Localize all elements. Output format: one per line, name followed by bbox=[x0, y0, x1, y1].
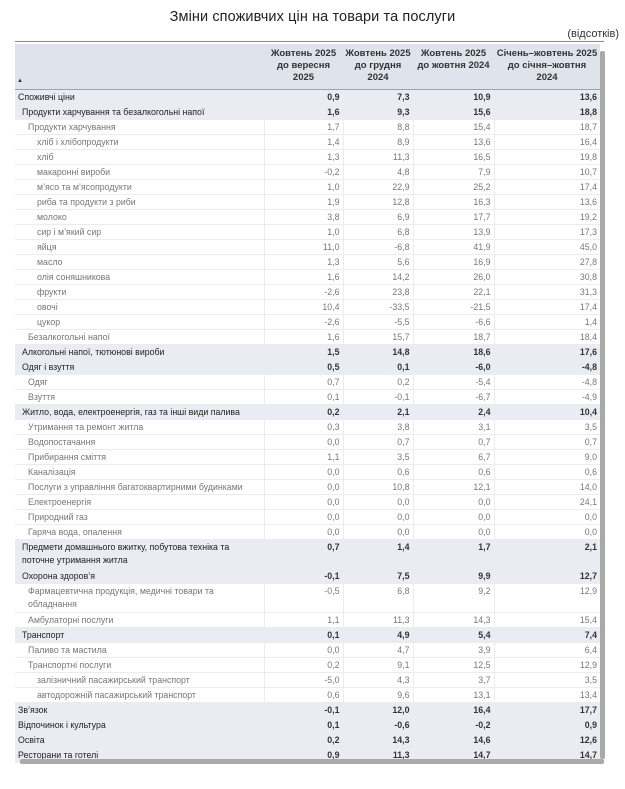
row-value-col3: 17,7 bbox=[413, 209, 494, 224]
row-value-col3: 0,0 bbox=[413, 524, 494, 539]
table-row bbox=[15, 389, 600, 404]
table-row bbox=[15, 359, 600, 374]
row-value-col1: 0,1 bbox=[264, 717, 343, 732]
row-value-col1: 1,6 bbox=[264, 104, 343, 119]
row-label: м’ясо та м’ясопродукти bbox=[15, 179, 264, 194]
row-value-col2: 3,5 bbox=[343, 449, 413, 464]
table-row bbox=[15, 104, 600, 119]
row-value-col1: 0,1 bbox=[264, 389, 343, 404]
row-value-col4: 12,9 bbox=[494, 657, 600, 672]
table-row bbox=[15, 568, 600, 583]
row-value-col2: 8,9 bbox=[343, 134, 413, 149]
row-value-col1: 10,4 bbox=[264, 299, 343, 314]
row-value-col1: -0,5 bbox=[264, 583, 343, 612]
table-row bbox=[15, 374, 600, 389]
row-value-col4: 0,9 bbox=[494, 717, 600, 732]
row-value-col2: 9,3 bbox=[343, 104, 413, 119]
row-label: Безалкогольні напої bbox=[15, 329, 264, 344]
row-value-col1: 0,7 bbox=[264, 374, 343, 389]
table-row bbox=[15, 404, 600, 419]
row-value-col1: 0,0 bbox=[264, 642, 343, 657]
table-row bbox=[15, 539, 600, 568]
row-value-col3: 3,7 bbox=[413, 672, 494, 687]
row-label: Відпочинок і культура bbox=[15, 717, 264, 732]
row-value-col2: 7,3 bbox=[343, 89, 413, 104]
row-label: цукор bbox=[15, 314, 264, 329]
row-value-col2: 0,0 bbox=[343, 524, 413, 539]
row-value-col1: 0,0 bbox=[264, 479, 343, 494]
row-label: Освіта bbox=[15, 732, 264, 747]
row-value-col4: 30,8 bbox=[494, 269, 600, 284]
row-label: Транспортні послуги bbox=[15, 657, 264, 672]
row-value-col4: 0,0 bbox=[494, 524, 600, 539]
row-value-col4: 15,4 bbox=[494, 612, 600, 627]
row-value-col4: 45,0 bbox=[494, 239, 600, 254]
table-row bbox=[15, 434, 600, 449]
row-value-col1: -5,0 bbox=[264, 672, 343, 687]
table-row bbox=[15, 732, 600, 747]
row-value-col3: -0,2 bbox=[413, 717, 494, 732]
row-value-col1: -0,1 bbox=[264, 568, 343, 583]
row-value-col2: 10,8 bbox=[343, 479, 413, 494]
table-row bbox=[15, 299, 600, 314]
row-label: Охорона здоров’я bbox=[15, 568, 264, 583]
row-value-col3: 22,1 bbox=[413, 284, 494, 299]
row-value-col2: 14,2 bbox=[343, 269, 413, 284]
table-row bbox=[15, 209, 600, 224]
table-row bbox=[15, 627, 600, 642]
table-row bbox=[15, 702, 600, 717]
row-label: Амбулаторні послуги bbox=[15, 612, 264, 627]
row-label: Паливо та мастила bbox=[15, 642, 264, 657]
row-value-col2: 6,8 bbox=[343, 583, 413, 612]
row-value-col3: 26,0 bbox=[413, 269, 494, 284]
row-label: сир і м’який сир bbox=[15, 224, 264, 239]
column-header-oct-vs-sep[interactable]: Жовтень 2025 до вересня 2025 bbox=[264, 44, 343, 89]
table-row bbox=[15, 254, 600, 269]
row-value-col4: 18,8 bbox=[494, 104, 600, 119]
row-label: олія соняшникова bbox=[15, 269, 264, 284]
row-value-col4: 13,6 bbox=[494, 89, 600, 104]
row-value-col3: -5,4 bbox=[413, 374, 494, 389]
table-row bbox=[15, 314, 600, 329]
row-label: Взуття bbox=[15, 389, 264, 404]
row-value-col2: 22,9 bbox=[343, 179, 413, 194]
sort-ascending-icon[interactable]: ▲ bbox=[17, 77, 23, 84]
row-value-col2: 1,4 bbox=[343, 539, 413, 568]
row-value-col4: 10,7 bbox=[494, 164, 600, 179]
row-value-col2: 15,7 bbox=[343, 329, 413, 344]
row-value-col3: 9,9 bbox=[413, 568, 494, 583]
table-row bbox=[15, 269, 600, 284]
row-value-col1: 0,0 bbox=[264, 524, 343, 539]
row-value-col4: 13,6 bbox=[494, 194, 600, 209]
row-value-col4: 31,3 bbox=[494, 284, 600, 299]
table-row bbox=[15, 687, 600, 702]
table-row bbox=[15, 672, 600, 687]
row-value-col1: 0,0 bbox=[264, 434, 343, 449]
row-value-col2: 12,8 bbox=[343, 194, 413, 209]
row-label: Послуги з управління багатоквартирними будинками bbox=[15, 479, 264, 494]
row-label: Ресторани та готелі bbox=[15, 747, 264, 762]
row-value-col3: 3,9 bbox=[413, 642, 494, 657]
row-value-col3: 25,2 bbox=[413, 179, 494, 194]
row-value-col1: 0,0 bbox=[264, 494, 343, 509]
row-value-col3: 13,9 bbox=[413, 224, 494, 239]
page-title: Зміни споживчих цін на товари та послуги bbox=[169, 9, 456, 25]
row-value-col2: 0,2 bbox=[343, 374, 413, 389]
row-value-col1: 1,7 bbox=[264, 119, 343, 134]
row-label: Продукти харчування та безалкогольні напої bbox=[15, 104, 264, 119]
row-label: Електроенергія bbox=[15, 494, 264, 509]
row-value-col2: 0,0 bbox=[343, 509, 413, 524]
row-value-col4: 19,8 bbox=[494, 149, 600, 164]
row-value-col4: 24,1 bbox=[494, 494, 600, 509]
row-value-col1: 1,0 bbox=[264, 179, 343, 194]
row-value-col4: 17,6 bbox=[494, 344, 600, 359]
row-value-col4: 17,4 bbox=[494, 179, 600, 194]
row-value-col2: -33,5 bbox=[343, 299, 413, 314]
row-value-col3: 16,3 bbox=[413, 194, 494, 209]
row-label: хліб і хлібопродукти bbox=[15, 134, 264, 149]
row-value-col1: 1,3 bbox=[264, 254, 343, 269]
row-value-col1: -2,6 bbox=[264, 314, 343, 329]
row-value-col2: 0,6 bbox=[343, 464, 413, 479]
row-value-col2: 4,8 bbox=[343, 164, 413, 179]
row-value-col4: 0,7 bbox=[494, 434, 600, 449]
row-value-col1: 0,5 bbox=[264, 359, 343, 374]
row-value-col1: 0,9 bbox=[264, 747, 343, 762]
row-value-col3: 0,0 bbox=[413, 494, 494, 509]
row-value-col4: 17,3 bbox=[494, 224, 600, 239]
row-value-col3: 10,9 bbox=[413, 89, 494, 104]
row-value-col3: 1,7 bbox=[413, 539, 494, 568]
table-row bbox=[15, 149, 600, 164]
row-label: яйця bbox=[15, 239, 264, 254]
row-value-col3: -6,0 bbox=[413, 359, 494, 374]
cpi-table-container bbox=[15, 41, 604, 763]
row-label: Фармацевтична продукція, медичні товари та обладнання bbox=[15, 583, 264, 612]
row-value-col3: 0,0 bbox=[413, 509, 494, 524]
row-value-col4: 14,7 bbox=[494, 747, 600, 762]
row-value-col2: 12,0 bbox=[343, 702, 413, 717]
row-value-col3: 7,9 bbox=[413, 164, 494, 179]
row-value-col3: 15,4 bbox=[413, 119, 494, 134]
row-value-col2: -0,6 bbox=[343, 717, 413, 732]
table-row bbox=[15, 464, 600, 479]
table-row bbox=[15, 194, 600, 209]
row-value-col2: 11,3 bbox=[343, 149, 413, 164]
row-value-col4: 12,6 bbox=[494, 732, 600, 747]
row-value-col4: 14,0 bbox=[494, 479, 600, 494]
row-label: Гаряча вода, опалення bbox=[15, 524, 264, 539]
row-value-col1: 0,3 bbox=[264, 419, 343, 434]
row-value-col2: 11,3 bbox=[343, 747, 413, 762]
row-value-col2: 2,1 bbox=[343, 404, 413, 419]
row-value-col3: 16,9 bbox=[413, 254, 494, 269]
row-value-col3: 2,4 bbox=[413, 404, 494, 419]
row-label: Житло, вода, електроенергія, газ та інші види палива bbox=[15, 404, 264, 419]
row-value-col4: -4,8 bbox=[494, 374, 600, 389]
row-value-col4: 17,4 bbox=[494, 299, 600, 314]
row-value-col3: 13,1 bbox=[413, 687, 494, 702]
table-row bbox=[15, 642, 600, 657]
row-value-col4: 9,0 bbox=[494, 449, 600, 464]
row-value-col3: 9,2 bbox=[413, 583, 494, 612]
row-value-col4: 0,0 bbox=[494, 509, 600, 524]
row-value-col2: 0,1 bbox=[343, 359, 413, 374]
row-value-col2: 4,7 bbox=[343, 642, 413, 657]
row-label: Водопостачання bbox=[15, 434, 264, 449]
row-value-col1: 1,1 bbox=[264, 612, 343, 627]
row-value-col1: 0,7 bbox=[264, 539, 343, 568]
row-value-col2: 4,9 bbox=[343, 627, 413, 642]
row-label: масло bbox=[15, 254, 264, 269]
row-value-col2: 4,3 bbox=[343, 672, 413, 687]
row-value-col1: 0,9 bbox=[264, 89, 343, 104]
row-value-col3: 18,6 bbox=[413, 344, 494, 359]
row-label: Прибирання сміття bbox=[15, 449, 264, 464]
table-row bbox=[15, 329, 600, 344]
row-value-col3: 12,1 bbox=[413, 479, 494, 494]
column-header-jan-oct-ytd[interactable]: Січень–жовтень 2025 до січня–жовтня 2024 bbox=[494, 44, 600, 89]
row-value-col1: 1,3 bbox=[264, 149, 343, 164]
row-label: Каналізація bbox=[15, 464, 264, 479]
row-label: фрукти bbox=[15, 284, 264, 299]
row-value-col4: -4,8 bbox=[494, 359, 600, 374]
table-row bbox=[15, 524, 600, 539]
row-value-col1: 0,2 bbox=[264, 404, 343, 419]
table-header-row bbox=[15, 44, 600, 89]
row-value-col1: 0,2 bbox=[264, 657, 343, 672]
table-row bbox=[15, 612, 600, 627]
row-value-col1: 1,5 bbox=[264, 344, 343, 359]
row-value-col2: 11,3 bbox=[343, 612, 413, 627]
row-value-col3: 5,4 bbox=[413, 627, 494, 642]
row-label: Одяг bbox=[15, 374, 264, 389]
row-value-col2: -0,1 bbox=[343, 389, 413, 404]
table-row bbox=[15, 179, 600, 194]
row-label: Продукти харчування bbox=[15, 119, 264, 134]
row-label: овочі bbox=[15, 299, 264, 314]
row-value-col2: 14,8 bbox=[343, 344, 413, 359]
row-value-col3: 0,7 bbox=[413, 434, 494, 449]
row-value-col2: 5,6 bbox=[343, 254, 413, 269]
table-row bbox=[15, 284, 600, 299]
row-value-col4: 18,7 bbox=[494, 119, 600, 134]
row-value-col3: 41,9 bbox=[413, 239, 494, 254]
row-value-col4: 17,7 bbox=[494, 702, 600, 717]
column-header-oct-vs-oct[interactable]: Жовтень 2025 до жовтня 2024 bbox=[413, 44, 494, 89]
row-label: Споживчі ціни bbox=[15, 89, 264, 104]
row-value-col3: -6,7 bbox=[413, 389, 494, 404]
row-value-col3: 16,5 bbox=[413, 149, 494, 164]
row-value-col3: -6,6 bbox=[413, 314, 494, 329]
column-header-category[interactable] bbox=[15, 44, 264, 89]
row-value-col4: 7,4 bbox=[494, 627, 600, 642]
row-value-col3: 12,5 bbox=[413, 657, 494, 672]
horizontal-scrollbar[interactable] bbox=[20, 759, 604, 764]
row-label: молоко bbox=[15, 209, 264, 224]
row-value-col1: -0,2 bbox=[264, 164, 343, 179]
row-label: Транспорт bbox=[15, 627, 264, 642]
table-row bbox=[15, 344, 600, 359]
row-value-col1: 1,9 bbox=[264, 194, 343, 209]
row-label: Утримання та ремонт житла bbox=[15, 419, 264, 434]
row-label: Предмети домашнього вжитку, побутова техніка та поточне утримання житла bbox=[15, 539, 264, 568]
row-value-col2: 8,8 bbox=[343, 119, 413, 134]
row-value-col3: 14,3 bbox=[413, 612, 494, 627]
row-value-col3: 15,6 bbox=[413, 104, 494, 119]
row-value-col3: 3,1 bbox=[413, 419, 494, 434]
row-value-col4: 1,4 bbox=[494, 314, 600, 329]
vertical-scrollbar[interactable] bbox=[600, 51, 605, 759]
row-value-col4: 0,6 bbox=[494, 464, 600, 479]
row-value-col2: 9,6 bbox=[343, 687, 413, 702]
row-value-col4: 6,4 bbox=[494, 642, 600, 657]
row-value-col3: 6,7 bbox=[413, 449, 494, 464]
table-row bbox=[15, 494, 600, 509]
row-label: автодорожній пасажирський транспорт bbox=[15, 687, 264, 702]
row-label: макаронні вироби bbox=[15, 164, 264, 179]
row-value-col3: 14,6 bbox=[413, 732, 494, 747]
table-row bbox=[15, 134, 600, 149]
row-label: Алкогольні напої, тютюнові вироби bbox=[15, 344, 264, 359]
row-label: Зв’язок bbox=[15, 702, 264, 717]
row-value-col1: 1,4 bbox=[264, 134, 343, 149]
row-value-col4: 10,4 bbox=[494, 404, 600, 419]
row-value-col1: 1,6 bbox=[264, 329, 343, 344]
row-value-col2: 7,5 bbox=[343, 568, 413, 583]
row-value-col2: 0,0 bbox=[343, 494, 413, 509]
row-value-col3: 13,6 bbox=[413, 134, 494, 149]
row-value-col1: -0,1 bbox=[264, 702, 343, 717]
row-value-col2: 0,7 bbox=[343, 434, 413, 449]
row-value-col1: 1,0 bbox=[264, 224, 343, 239]
row-value-col2: 6,9 bbox=[343, 209, 413, 224]
table-row bbox=[15, 239, 600, 254]
table-row bbox=[15, 419, 600, 434]
row-value-col1: 0,2 bbox=[264, 732, 343, 747]
row-label: залізничний пасажирський транспорт bbox=[15, 672, 264, 687]
table-row bbox=[15, 657, 600, 672]
column-header-oct-vs-dec[interactable]: Жовтень 2025 до грудня 2024 bbox=[343, 44, 413, 89]
row-value-col1: 11,0 bbox=[264, 239, 343, 254]
row-value-col3: 14,7 bbox=[413, 747, 494, 762]
table-row bbox=[15, 583, 600, 612]
row-value-col3: 18,7 bbox=[413, 329, 494, 344]
row-value-col4: 18,4 bbox=[494, 329, 600, 344]
row-value-col3: -21,5 bbox=[413, 299, 494, 314]
row-label: риба та продукти з риби bbox=[15, 194, 264, 209]
row-value-col1: 1,1 bbox=[264, 449, 343, 464]
table-row bbox=[15, 89, 600, 104]
row-value-col2: 23,8 bbox=[343, 284, 413, 299]
table-row bbox=[15, 479, 600, 494]
row-value-col2: 14,3 bbox=[343, 732, 413, 747]
row-label: хліб bbox=[15, 149, 264, 164]
row-value-col4: 12,7 bbox=[494, 568, 600, 583]
row-value-col2: 6,8 bbox=[343, 224, 413, 239]
row-value-col2: -5,5 bbox=[343, 314, 413, 329]
row-value-col1: 0,6 bbox=[264, 687, 343, 702]
row-value-col4: 27,8 bbox=[494, 254, 600, 269]
row-value-col4: 12,9 bbox=[494, 583, 600, 612]
table-row bbox=[15, 164, 600, 179]
row-value-col2: -6,8 bbox=[343, 239, 413, 254]
row-value-col3: 16,4 bbox=[413, 702, 494, 717]
row-label: Одяг і взуття bbox=[15, 359, 264, 374]
row-value-col1: 3,8 bbox=[264, 209, 343, 224]
row-value-col4: 13,4 bbox=[494, 687, 600, 702]
row-value-col1: 0,0 bbox=[264, 509, 343, 524]
cpi-table bbox=[15, 44, 600, 763]
table-row bbox=[15, 717, 600, 732]
row-value-col4: 19,2 bbox=[494, 209, 600, 224]
row-value-col1: 0,0 bbox=[264, 464, 343, 479]
units-label: (відсотків) bbox=[567, 28, 619, 40]
row-value-col4: 3,5 bbox=[494, 672, 600, 687]
row-value-col4: 3,5 bbox=[494, 419, 600, 434]
table-row bbox=[15, 449, 600, 464]
row-value-col1: 1,6 bbox=[264, 269, 343, 284]
row-value-col2: 9,1 bbox=[343, 657, 413, 672]
table-row bbox=[15, 119, 600, 134]
row-value-col4: -4,9 bbox=[494, 389, 600, 404]
row-value-col1: -2,6 bbox=[264, 284, 343, 299]
row-value-col1: 0,1 bbox=[264, 627, 343, 642]
row-value-col4: 2,1 bbox=[494, 539, 600, 568]
table-body bbox=[15, 89, 600, 762]
row-value-col4: 16,4 bbox=[494, 134, 600, 149]
row-value-col2: 3,8 bbox=[343, 419, 413, 434]
row-value-col3: 0,6 bbox=[413, 464, 494, 479]
table-row bbox=[15, 509, 600, 524]
row-label: Природний газ bbox=[15, 509, 264, 524]
table-row bbox=[15, 224, 600, 239]
